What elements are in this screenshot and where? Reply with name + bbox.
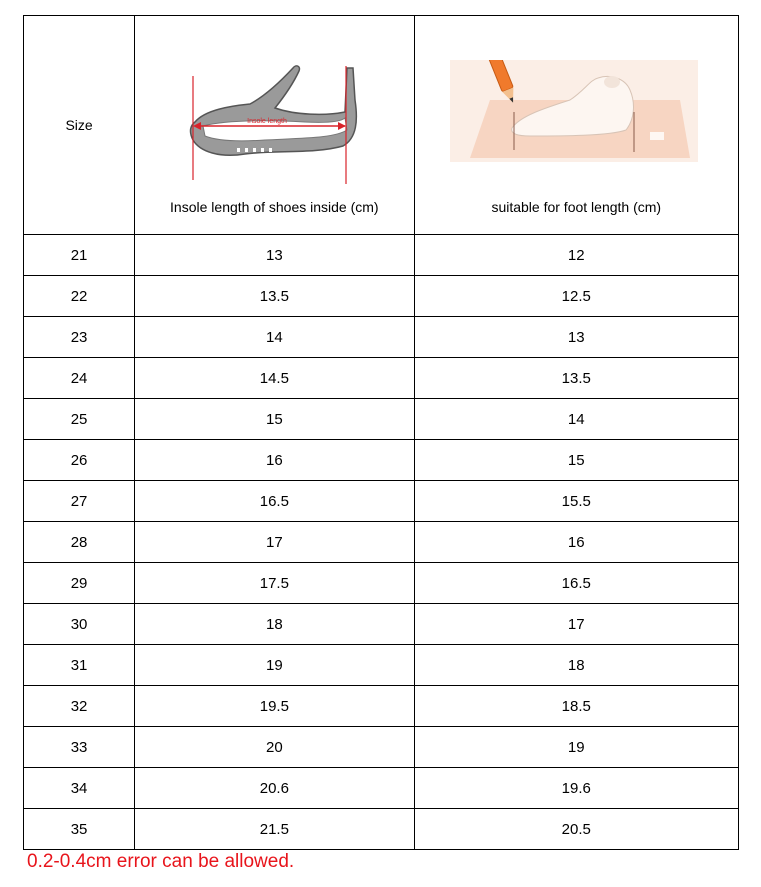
foot-cell: 14	[414, 399, 738, 440]
insole-cell: 13	[135, 235, 414, 276]
size-cell: 22	[24, 276, 135, 317]
size-cell: 26	[24, 440, 135, 481]
foot-cell: 19.6	[414, 768, 738, 809]
shoe-insole-illustration	[175, 60, 365, 190]
foot-cell: 16	[414, 522, 738, 563]
insole-cell: 21.5	[135, 809, 414, 850]
insole-cell: 16.5	[135, 481, 414, 522]
size-cell: 25	[24, 399, 135, 440]
table-row	[24, 481, 739, 522]
size-cell: 34	[24, 768, 135, 809]
size-cell: 30	[24, 604, 135, 645]
size-cell: 21	[24, 235, 135, 276]
size-cell: 31	[24, 645, 135, 686]
insole-cell: 20.6	[135, 768, 414, 809]
insole-cell: 16	[135, 440, 414, 481]
table-row	[24, 399, 739, 440]
size-cell: 29	[24, 563, 135, 604]
foot-measure-illustration	[450, 60, 698, 162]
foot-header-label: suitable for foot length (cm)	[491, 199, 662, 215]
insole-cell: 18	[135, 604, 414, 645]
foot-cell: 12	[414, 235, 738, 276]
insole-cell: 14.5	[135, 358, 414, 399]
foot-cell: 17	[414, 604, 738, 645]
table-row	[24, 768, 739, 809]
table-row	[24, 604, 739, 645]
size-cell: 33	[24, 727, 135, 768]
table-row	[24, 727, 739, 768]
size-cell: 28	[24, 522, 135, 563]
foot-cell: 19	[414, 727, 738, 768]
foot-cell: 15	[414, 440, 738, 481]
size-cell: 23	[24, 317, 135, 358]
insole-cell: 19	[135, 645, 414, 686]
table-row	[24, 317, 739, 358]
insole-header-cell	[135, 16, 414, 235]
size-chart-table	[23, 15, 739, 850]
foot-cell: 18	[414, 645, 738, 686]
table-row	[24, 645, 739, 686]
foot-cell: 13.5	[414, 358, 738, 399]
insole-cell: 14	[135, 317, 414, 358]
foot-cell: 15.5	[414, 481, 738, 522]
insole-cell: 15	[135, 399, 414, 440]
table-row	[24, 522, 739, 563]
header-row	[24, 16, 739, 235]
size-cell: 24	[24, 358, 135, 399]
insole-length-caption: Insole length	[247, 118, 287, 125]
size-cell: 32	[24, 686, 135, 727]
tolerance-note: 0.2-0.4cm error can be allowed.	[27, 851, 295, 872]
table-row	[24, 686, 739, 727]
foot-header-cell	[414, 16, 738, 235]
insole-cell: 13.5	[135, 276, 414, 317]
table-row	[24, 276, 739, 317]
insole-header-label: Insole length of shoes inside (cm)	[170, 199, 379, 215]
insole-cell: 17.5	[135, 563, 414, 604]
table-row	[24, 563, 739, 604]
foot-cell: 20.5	[414, 809, 738, 850]
foot-cell: 16.5	[414, 563, 738, 604]
foot-cell: 12.5	[414, 276, 738, 317]
table-row	[24, 235, 739, 276]
size-header-label: Size	[65, 116, 93, 133]
table-row	[24, 809, 739, 850]
table-row	[24, 358, 739, 399]
foot-cell: 13	[414, 317, 738, 358]
table-row	[24, 440, 739, 481]
insole-cell: 17	[135, 522, 414, 563]
insole-cell: 19.5	[135, 686, 414, 727]
size-cell: 35	[24, 809, 135, 850]
size-cell: 27	[24, 481, 135, 522]
foot-cell: 18.5	[414, 686, 738, 727]
size-header-cell	[24, 16, 135, 235]
insole-cell: 20	[135, 727, 414, 768]
